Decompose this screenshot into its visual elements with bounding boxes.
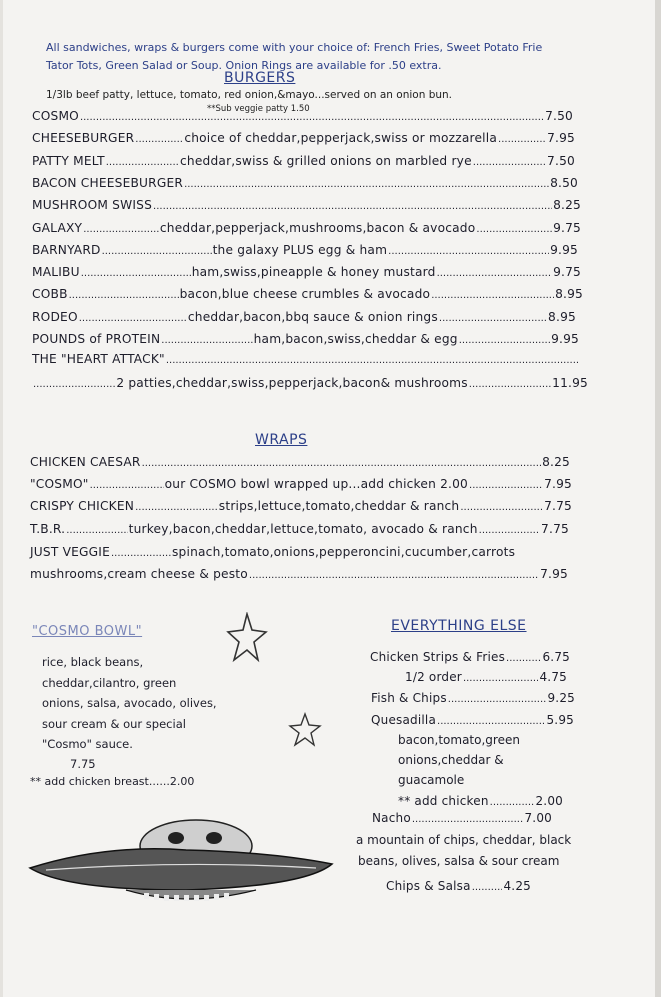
quesadilla-desc-1: bacon,tomato,green bbox=[398, 733, 520, 747]
star-icon bbox=[226, 612, 268, 664]
intro-line-1: All sandwiches, wraps & burgers come with your choice of: French Fries, Sweet Potato Frie bbox=[46, 41, 543, 54]
menu-item-desc: ham,bacon,swiss,cheddar & egg bbox=[253, 332, 458, 346]
dot-leader bbox=[106, 154, 179, 168]
menu-item-desc: spinach,tomato,onions,pepperoncini,cucumber,carrots bbox=[172, 545, 516, 559]
menu-item-price: 4.25 bbox=[503, 879, 531, 893]
menu-item-price: 11.95 bbox=[552, 376, 588, 390]
dot-leader bbox=[431, 287, 554, 301]
dot-leader bbox=[479, 522, 540, 536]
menu-item-price: 4.75 bbox=[539, 670, 567, 684]
intro-line-2: Tator Tots, Green Salad or Soup. Onion Rings are available for .50 extra. bbox=[46, 59, 442, 72]
menu-item-name: Fish & Chips bbox=[371, 691, 447, 705]
dot-leader bbox=[469, 477, 543, 491]
menu-item-name: CHICKEN CAESAR bbox=[30, 455, 141, 469]
dot-leader bbox=[476, 221, 552, 235]
menu-item-price: 6.75 bbox=[542, 650, 570, 664]
dot-leader bbox=[439, 310, 547, 324]
menu-item-price: 7.75 bbox=[541, 521, 569, 536]
nacho-desc-2: beans, olives, salsa & sour cream bbox=[358, 854, 560, 868]
dot-leader bbox=[388, 243, 549, 257]
menu-item-desc: choice of cheddar,pepperjack,swiss or mozzarella bbox=[184, 131, 498, 146]
menu-item-row bbox=[32, 198, 581, 212]
menu-item-desc: ham,swiss,pineapple & honey mustard bbox=[191, 265, 436, 280]
menu-item-desc: strips,lettuce,tomato,cheddar & ranch bbox=[218, 499, 460, 514]
menu-item-row bbox=[32, 265, 581, 279]
veggie-patty-note: **Sub veggie patty 1.50 bbox=[207, 104, 310, 114]
wraps-heading: WRAPS bbox=[255, 432, 308, 448]
menu-item-name: T.B.R. bbox=[30, 521, 66, 536]
dot-leader bbox=[83, 221, 159, 235]
menu-item-price: 7.95 bbox=[540, 567, 568, 581]
menu-item-price: 9.95 bbox=[550, 242, 578, 257]
page-edge-right bbox=[655, 0, 661, 997]
menu-item-name: PATTY MELT bbox=[32, 153, 105, 168]
dot-leader bbox=[80, 109, 544, 123]
menu-item-row bbox=[32, 131, 575, 145]
menu-item-row bbox=[30, 499, 572, 513]
dot-leader bbox=[66, 522, 127, 536]
menu-item-name: Chips & Salsa bbox=[386, 879, 471, 893]
just-veggie-row bbox=[30, 545, 562, 559]
menu-item-price: 2.00 bbox=[535, 794, 563, 808]
dot-leader bbox=[166, 352, 579, 366]
menu-item-name: Nacho bbox=[372, 811, 411, 825]
menu-item-row bbox=[32, 332, 579, 346]
menu-item-desc: 2 patties,cheddar,swiss,pepperjack,bacon& mushrooms bbox=[116, 376, 468, 390]
menu-item-row bbox=[32, 287, 583, 301]
nacho-desc-1: a mountain of chips, cheddar, black bbox=[356, 833, 572, 847]
cosmo-bowl-description: rice, black beans, cheddar,cilantro, green onions, salsa, avocado, olives, sour cream & our special "Cosmo" sauce. bbox=[42, 655, 217, 751]
heart-attack-name-row bbox=[32, 352, 580, 366]
menu-item-row bbox=[32, 243, 578, 257]
menu-item-name: 1/2 order bbox=[405, 670, 462, 684]
star-icon-small bbox=[288, 712, 322, 748]
dot-leader bbox=[90, 477, 164, 491]
menu-item-row bbox=[30, 477, 572, 491]
menu-item-price: 5.95 bbox=[546, 713, 574, 727]
menu-item-name: MUSHROOM SWISS bbox=[32, 198, 153, 213]
menu-item-row bbox=[30, 522, 569, 536]
just-veggie-row-2 bbox=[30, 567, 568, 581]
menu-item-row bbox=[32, 310, 576, 324]
menu-item-name: RODEO bbox=[32, 309, 78, 324]
dot-leader bbox=[111, 545, 171, 559]
dot-leader bbox=[472, 876, 503, 899]
menu-item-name: COSMO bbox=[32, 109, 79, 123]
menu-item-price: 7.95 bbox=[544, 477, 572, 492]
dot-leader bbox=[81, 265, 191, 279]
menu-item-name: JUST VEGGIE bbox=[30, 545, 110, 559]
page-edge-left bbox=[0, 0, 3, 997]
menu-item-price: 7.75 bbox=[544, 499, 572, 514]
menu-item-desc: the galaxy PLUS egg & ham bbox=[212, 242, 388, 257]
menu-item-row bbox=[30, 455, 570, 469]
menu-item-row bbox=[32, 221, 581, 235]
everything-else-heading: EVERYTHING ELSE bbox=[391, 618, 527, 634]
menu-item-price: 8.95 bbox=[555, 287, 583, 302]
menu-item-name: "COSMO" bbox=[30, 477, 89, 492]
dot-leader bbox=[102, 243, 212, 257]
menu-item-price: 8.95 bbox=[548, 309, 576, 324]
menu-item-name: THE "HEART ATTACK" bbox=[32, 352, 165, 366]
menu-item-desc: turkey,bacon,cheddar,lettuce,tomato, avocado & ranch bbox=[128, 521, 478, 536]
menu-item-price: 8.25 bbox=[542, 455, 570, 469]
dot-leader bbox=[161, 332, 252, 346]
dot-leader bbox=[469, 376, 551, 390]
menu-item-price: 7.50 bbox=[545, 109, 573, 123]
cosmo-bowl-heading: "COSMO BOWL" bbox=[32, 624, 143, 639]
quesadilla-desc-3: guacamole bbox=[398, 773, 465, 787]
menu-item-desc: our COSMO bowl wrapped up...add chicken 2.00 bbox=[164, 477, 469, 492]
half-order-row bbox=[405, 667, 567, 690]
menu-item-desc: bacon,blue cheese crumbles & avocado bbox=[179, 287, 431, 302]
menu-item-name: BACON CHEESEBURGER bbox=[32, 175, 184, 190]
burgers-description: 1/3lb beef patty, lettuce, tomato, red onion,&mayo...served on an onion bun. bbox=[46, 89, 453, 101]
menu-item-price: 7.00 bbox=[524, 811, 552, 825]
nacho-row bbox=[372, 808, 552, 831]
dot-leader bbox=[184, 176, 549, 190]
menu-item-name: ** add chicken bbox=[398, 794, 489, 808]
dot-leader bbox=[69, 287, 179, 301]
heart-attack-row bbox=[32, 376, 588, 390]
menu-item-price: 9.75 bbox=[553, 220, 582, 235]
dot-leader bbox=[79, 310, 187, 324]
menu-item-desc: cheddar,pepperjack,mushrooms,bacon & avocado bbox=[159, 220, 476, 235]
menu-item-price: 7.50 bbox=[547, 153, 575, 168]
dot-leader bbox=[33, 376, 115, 390]
dot-leader bbox=[459, 332, 550, 346]
dot-leader bbox=[153, 198, 552, 212]
menu-item-row bbox=[32, 154, 575, 168]
menu-item-name: Quesadilla bbox=[371, 713, 437, 727]
fish-chips-row bbox=[371, 688, 575, 711]
cosmo-bowl-price: 7.75 bbox=[70, 757, 96, 771]
menu-item-price: 9.95 bbox=[551, 332, 579, 346]
menu-item-desc: cheddar,bacon,bbq sauce & onion rings bbox=[187, 309, 438, 324]
menu-item-desc: cheddar,swiss & grilled onions on marbled rye bbox=[180, 153, 472, 168]
menu-item-price: 8.25 bbox=[553, 198, 581, 213]
dot-leader bbox=[135, 499, 218, 513]
menu-item-price: 9.25 bbox=[547, 691, 575, 705]
dot-leader bbox=[412, 808, 524, 831]
menu-item-name: CHEESEBURGER bbox=[32, 131, 135, 146]
quesadilla-desc-2: onions,cheddar & bbox=[398, 753, 504, 767]
menu-item-name: POUNDS of PROTEIN bbox=[32, 332, 161, 346]
menu-item-price: 7.95 bbox=[547, 131, 575, 146]
dot-leader bbox=[448, 688, 547, 711]
cosmo-bowl-addon: ** add chicken breast......2.00 bbox=[30, 775, 195, 788]
menu-item-row bbox=[32, 176, 578, 190]
dot-leader bbox=[249, 567, 539, 581]
dot-leader bbox=[473, 154, 546, 168]
dot-leader bbox=[460, 499, 543, 513]
menu-item-name: COBB bbox=[32, 287, 68, 302]
menu-item-name: Chicken Strips & Fries bbox=[370, 650, 506, 664]
menu-item-price: 8.50 bbox=[550, 175, 578, 190]
menu-item-name: MALIBU bbox=[32, 265, 80, 280]
dot-leader bbox=[463, 667, 539, 690]
menu-item-desc: mushrooms,cream cheese & pesto bbox=[30, 567, 248, 581]
menu-item-name: BARNYARD bbox=[32, 242, 101, 257]
dot-leader bbox=[437, 265, 552, 279]
chips-salsa-row bbox=[386, 876, 531, 899]
menu-item-name: GALAXY bbox=[32, 220, 83, 235]
menu-item-price: 9.75 bbox=[553, 265, 581, 280]
burgers-heading: BURGERS bbox=[224, 70, 296, 86]
menu-item-row bbox=[32, 109, 573, 123]
menu-item-name: CRISPY CHICKEN bbox=[30, 499, 135, 514]
dot-leader bbox=[498, 131, 546, 145]
ufo-illustration bbox=[26, 816, 336, 912]
dot-leader bbox=[142, 455, 541, 469]
dot-leader bbox=[135, 131, 183, 145]
